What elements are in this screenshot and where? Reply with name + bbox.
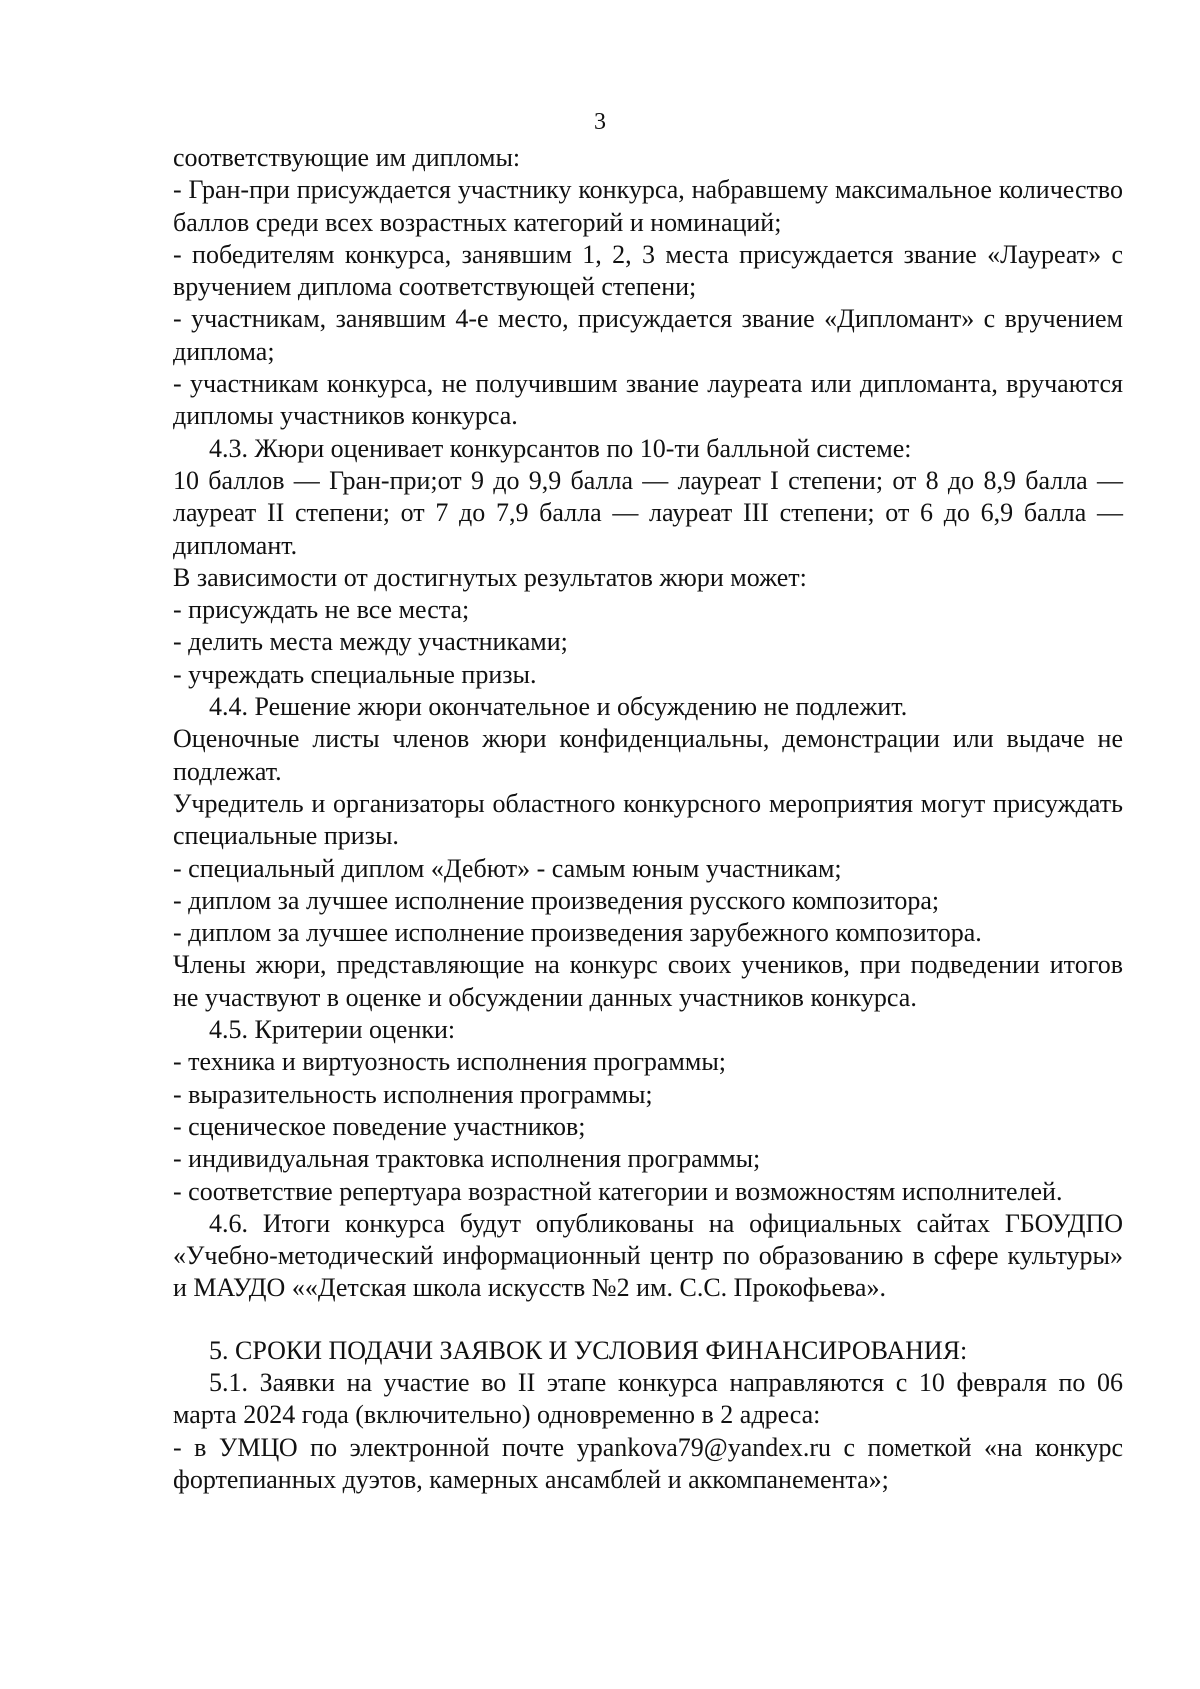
paragraph-7: В зависимости от достигнутых результатов жюри может:: [173, 562, 807, 592]
paragraph-16: - диплом за лучшее исполнение произведения зарубежного композитора.: [173, 918, 982, 948]
paragraph-4: - участникам конкурса, не получившим звание лауреата или дипломанта, вручаются дипломы участников конкурса.: [173, 369, 1123, 431]
paragraph-15: - диплом за лучшее исполнение произведения русского композитора;: [173, 885, 940, 915]
paragraph-11: 4.4. Решение жюри окончательное и обсуждению не подлежит.: [209, 692, 908, 722]
paragraph-27: - в УМЦО по электронной почте ypankova79@yandex.ru с пометкой «на конкурс фортепианных дуэтов, камерных ансамблей и аккомпанемента»;: [173, 1432, 1123, 1494]
paragraph-13: Учредитель и организаторы областного конкурсного мероприятия могут присуждать специальные призы.: [173, 788, 1123, 851]
paragraph-5: 4.3. Жюри оценивает конкурсантов по 10-ти балльной системе:: [209, 433, 912, 463]
paragraph-2: - победителям конкурса, занявшим 1, 2, 3 места присуждается звание «Лауреат» с вручением диплома соответствующей степени;: [173, 239, 1123, 302]
document-body: [173, 142, 1123, 1496]
paragraph-14: - специальный диплом «Дебют» - самым юным участникам;: [173, 853, 842, 883]
paragraph-6: 10 баллов — Гран-при;от 9 до 9,9 балла — лауреат I степени; от 8 до 8,9 балла — лауреат II степени; от 7 до 7,9 балла — лауреат III степени; от 6 до 6,9 балла — дипломант.: [173, 465, 1123, 560]
section-heading: 5. СРОКИ ПОДАЧИ ЗАЯВОК И УСЛОВИЯ ФИНАНСИРОВАНИЯ:: [209, 1335, 968, 1365]
paragraph-26: 5.1. Заявки на участие во II этапе конкурса направляются с 10 февраля по 06 марта 2024 года (включительно) одновременно в 2 адреса:: [173, 1367, 1123, 1430]
paragraph-19: - техника и виртуозность исполнения программы;: [173, 1047, 727, 1077]
paragraph-23: - соответствие репертуара возрастной категории и возможностям исполнителей.: [173, 1176, 1063, 1206]
paragraph-21: - сценическое поведение участников;: [173, 1111, 586, 1141]
paragraph-18: 4.5. Критерии оценки:: [209, 1015, 456, 1045]
page-number: 3: [594, 109, 606, 135]
paragraph-10: - учреждать специальные призы.: [173, 659, 537, 689]
paragraph-12: Оценочные листы членов жюри конфиденциальны, демонстрации или выдаче не подлежат.: [173, 724, 1123, 786]
paragraph-0: соответствующие им дипломы:: [173, 143, 521, 172]
paragraph-17: Члены жюри, представляющие на конкурс своих учеников, при подведении итогов не участвуют в оценке и обсуждении данных участников конкурса.: [173, 950, 1123, 1012]
paragraph-22: - индивидуальная трактовка исполнения программы;: [173, 1144, 761, 1174]
paragraph-8: - присуждать не все места;: [173, 595, 470, 625]
paragraph-3: - участникам, занявшим 4-е место, присуждается звание «Дипломант» с вручением диплома;: [173, 304, 1123, 366]
paragraph-9: - делить места между участниками;: [173, 627, 568, 657]
paragraph-1: - Гран-при присуждается участнику конкурса, набравшему максимальное количество баллов среди всех возрастных категорий и номинаций;: [173, 175, 1123, 237]
paragraph-24: 4.6. Итоги конкурса будут опубликованы на официальных сайтах ГБОУДПО «Учебно-методический информационный центр по образованию в сфере культуры» и МАУДО ««Детская школа искусств №2 им. С.С. Прокофьева».: [173, 1208, 1123, 1303]
paragraph-20: - выразительность исполнения программы;: [173, 1079, 653, 1109]
